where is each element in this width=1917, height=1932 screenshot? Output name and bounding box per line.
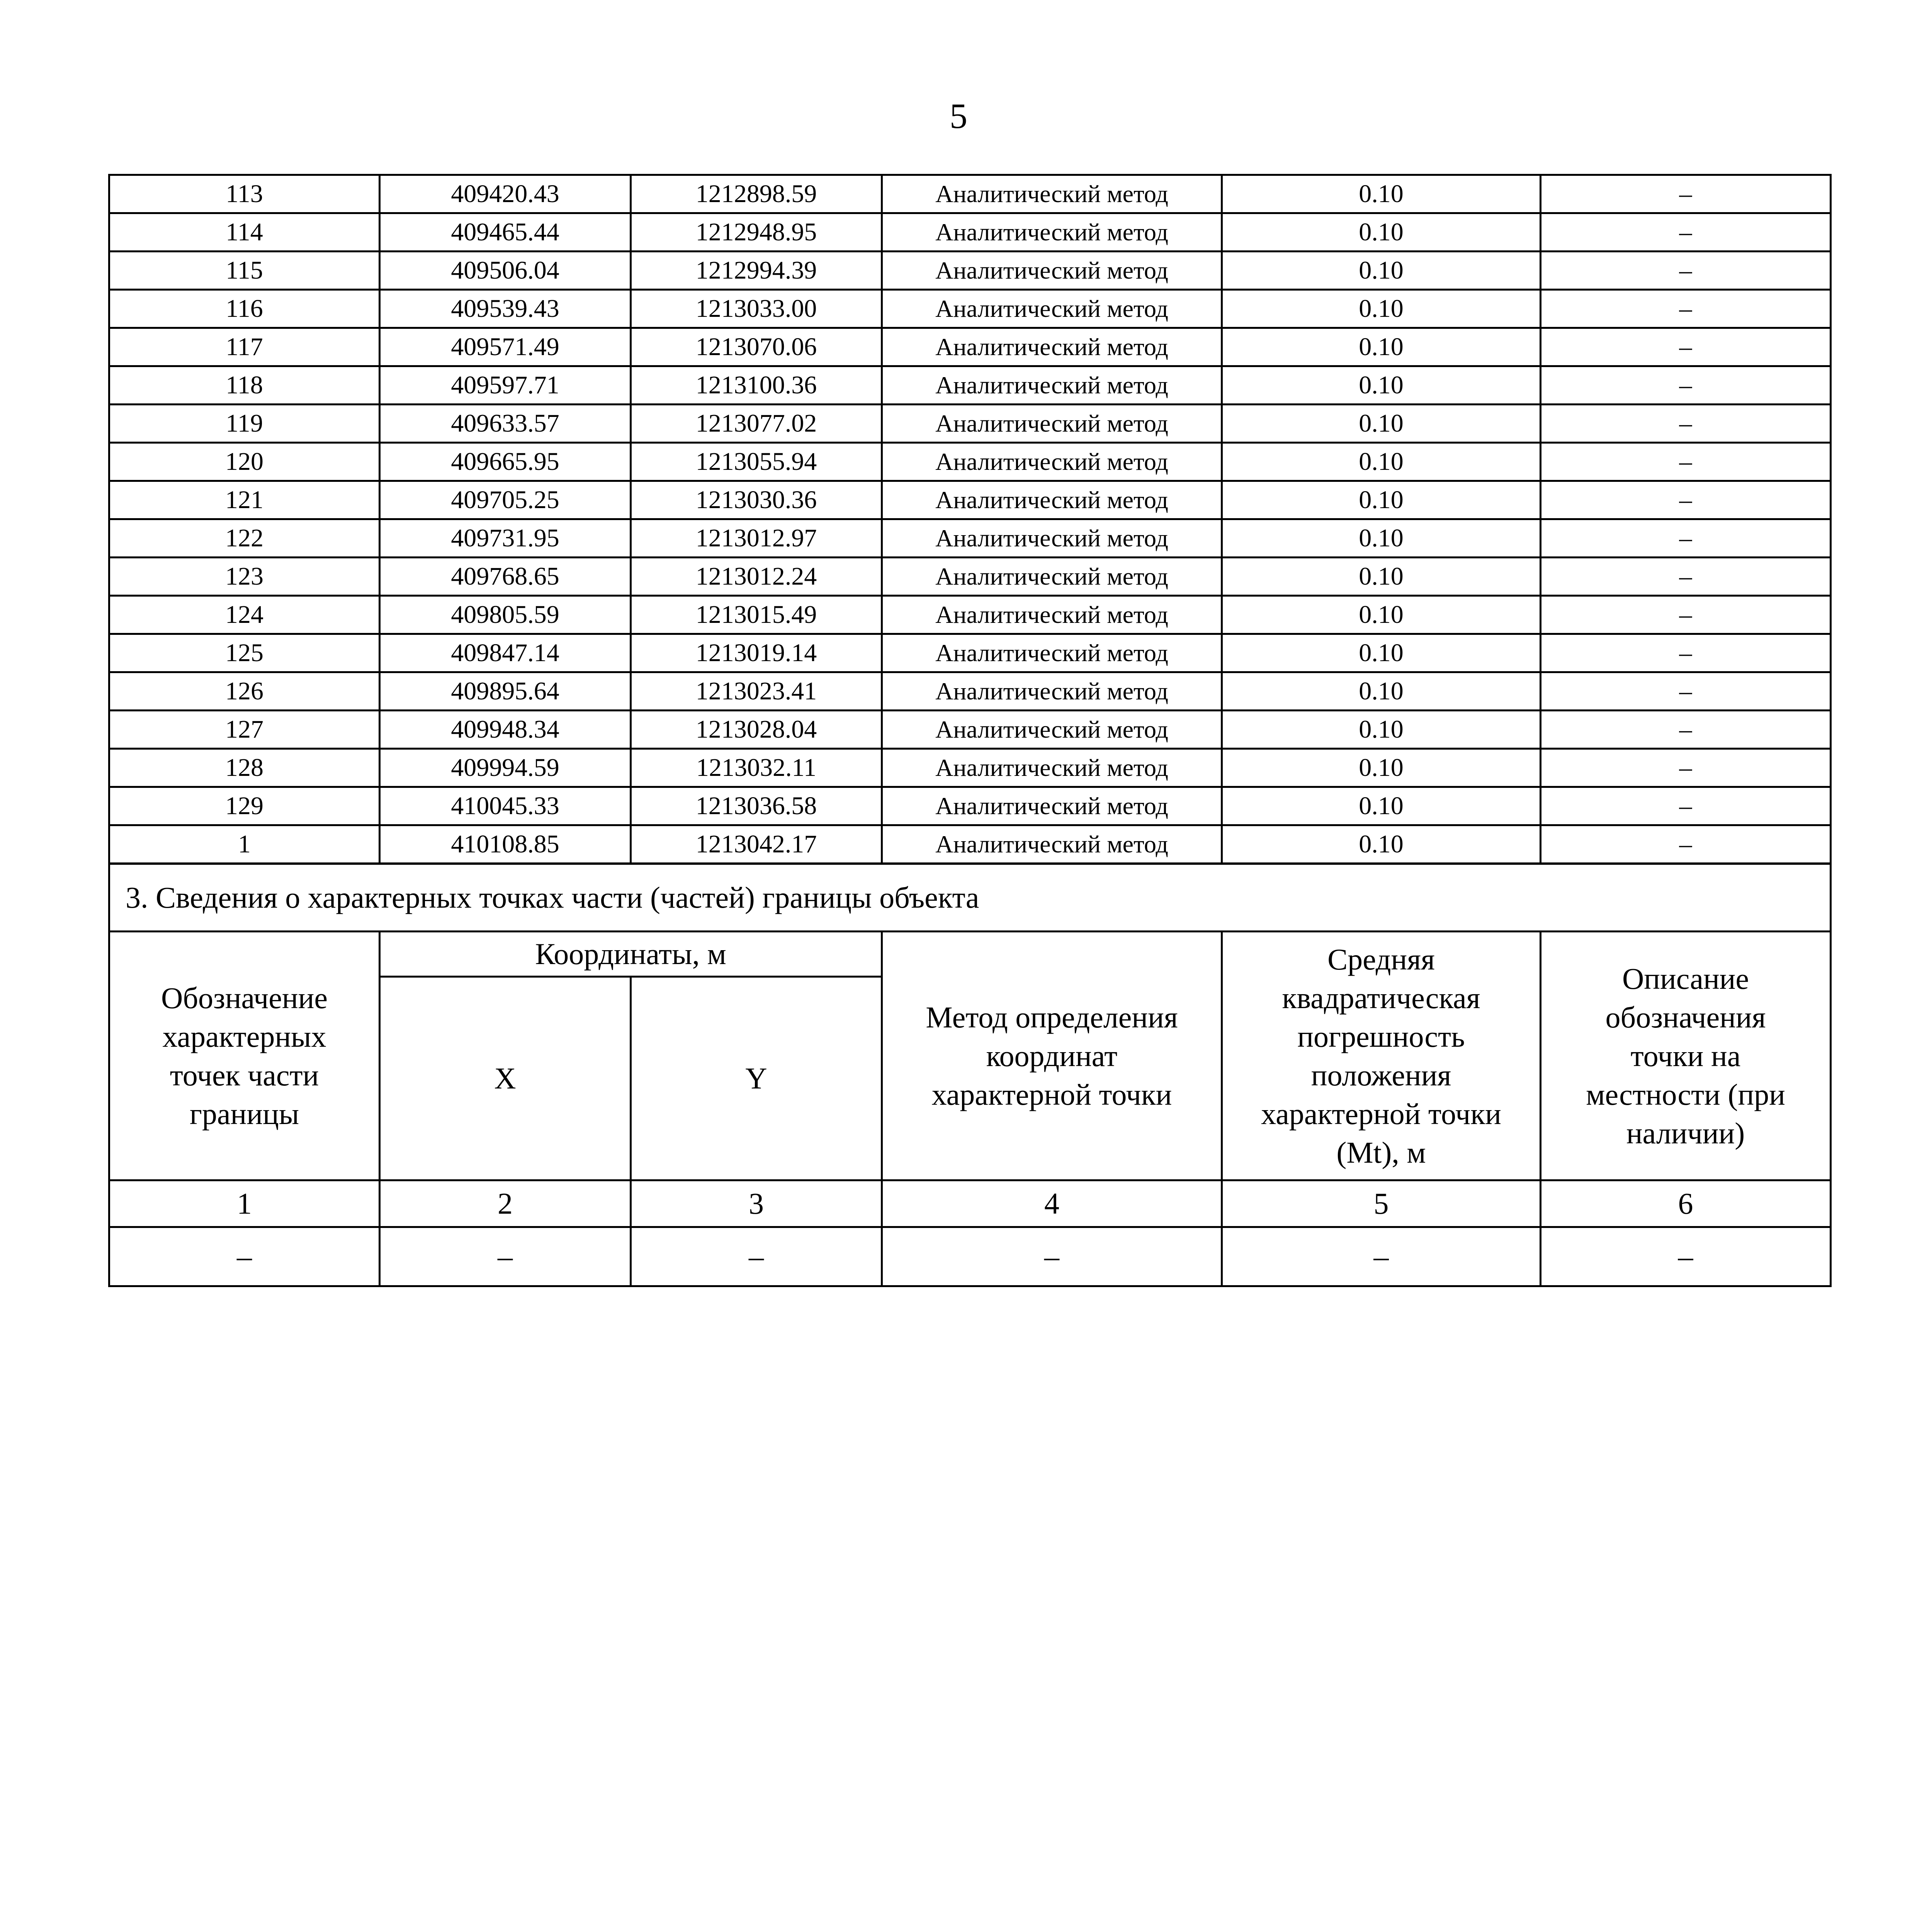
header-point-line: характерных [162,1019,326,1053]
accuracy-cell: 0.10 [1222,443,1541,481]
y-coordinate-cell: 1213042.17 [631,825,882,864]
description-cell: – [1541,366,1831,405]
table-row [109,596,1831,634]
point-cell: 117 [109,328,380,366]
method-cell: Аналитический метод [882,672,1222,711]
header-accuracy [1222,932,1541,1180]
page-number: 5 [950,96,967,136]
y-coordinate-cell: 1213028.04 [631,711,882,749]
x-coordinate-cell: 409465.44 [380,213,631,252]
accuracy-cell: 0.10 [1222,213,1541,252]
header-accuracy-line: погрешность [1297,1019,1465,1053]
point-cell: 124 [109,596,380,634]
y-coordinate-cell: 1213033.00 [631,290,882,328]
header-accuracy-line: (Mt), м [1336,1135,1426,1169]
point-cell: 1 [109,825,380,864]
accuracy-cell: 0.10 [1222,175,1541,213]
empty-cell: – [631,1227,882,1286]
method-cell: Аналитический метод [882,749,1222,787]
x-coordinate-cell: 409805.59 [380,596,631,634]
header-method-line: координат [986,1039,1118,1073]
method-cell: Аналитический метод [882,252,1222,290]
table-row [109,252,1831,290]
column-numbers-row [109,1180,1831,1227]
description-cell: – [1541,405,1831,443]
method-cell: Аналитический метод [882,596,1222,634]
header-description-line: обозначения [1605,1000,1766,1034]
description-cell: – [1541,634,1831,672]
empty-cell: – [1222,1227,1541,1286]
x-coordinate-cell: 409633.57 [380,405,631,443]
description-cell: – [1541,711,1831,749]
header-point-line: границы [189,1097,299,1131]
header-description [1541,932,1831,1180]
empty-data-row [109,1227,1831,1286]
y-coordinate-cell: 1213070.06 [631,328,882,366]
point-cell: 126 [109,672,380,711]
description-cell: – [1541,252,1831,290]
point-cell: 114 [109,213,380,252]
accuracy-cell: 0.10 [1222,366,1541,405]
method-cell: Аналитический метод [882,519,1222,558]
coordinates-table [108,174,1832,864]
description-cell: – [1541,481,1831,519]
header-y: Y [631,977,882,1180]
table-row [109,481,1831,519]
table-row [109,405,1831,443]
y-coordinate-cell: 1213077.02 [631,405,882,443]
accuracy-cell: 0.10 [1222,405,1541,443]
description-cell: – [1541,443,1831,481]
method-cell: Аналитический метод [882,787,1222,825]
empty-cell: – [882,1227,1222,1286]
header-method-line: Метод определения [926,1000,1178,1034]
x-coordinate-cell: 409597.71 [380,366,631,405]
header-accuracy-line: положения [1311,1058,1451,1092]
accuracy-cell: 0.10 [1222,672,1541,711]
empty-cell: – [109,1227,380,1286]
table-row [109,825,1831,864]
x-coordinate-cell: 410108.85 [380,825,631,864]
x-coordinate-cell: 410045.33 [380,787,631,825]
point-cell: 118 [109,366,380,405]
x-coordinate-cell: 409665.95 [380,443,631,481]
description-cell: – [1541,596,1831,634]
accuracy-cell: 0.10 [1222,290,1541,328]
section3-table [108,863,1832,1287]
x-coordinate-cell: 409994.59 [380,749,631,787]
y-coordinate-cell: 1212898.59 [631,175,882,213]
x-coordinate-cell: 409731.95 [380,519,631,558]
header-accuracy-line: характерной точки [1261,1097,1501,1131]
y-coordinate-cell: 1213030.36 [631,481,882,519]
table-row [109,290,1831,328]
point-cell: 119 [109,405,380,443]
accuracy-cell: 0.10 [1222,328,1541,366]
table-row [109,443,1831,481]
table-row [109,558,1831,596]
table-row [109,634,1831,672]
table-row [109,787,1831,825]
y-coordinate-cell: 1213015.49 [631,596,882,634]
y-coordinate-cell: 1213019.14 [631,634,882,672]
table-row [109,711,1831,749]
y-coordinate-cell: 1213012.97 [631,519,882,558]
description-cell: – [1541,787,1831,825]
method-cell: Аналитический метод [882,634,1222,672]
column-number: 3 [631,1180,882,1227]
description-cell: – [1541,290,1831,328]
x-coordinate-cell: 409847.14 [380,634,631,672]
accuracy-cell: 0.10 [1222,252,1541,290]
empty-cell: – [380,1227,631,1286]
method-cell: Аналитический метод [882,558,1222,596]
header-point-designation [109,932,380,1180]
table-row [109,366,1831,405]
description-cell: – [1541,328,1831,366]
header-accuracy-line: Средняя [1327,942,1435,976]
method-cell: Аналитический метод [882,825,1222,864]
accuracy-cell: 0.10 [1222,634,1541,672]
accuracy-cell: 0.10 [1222,596,1541,634]
point-cell: 123 [109,558,380,596]
description-cell: – [1541,558,1831,596]
header-point-line: Обозначение [161,981,328,1015]
table-row [109,672,1831,711]
header-description-line: местности (при [1586,1077,1785,1111]
header-description-line: наличии) [1626,1116,1745,1150]
description-cell: – [1541,825,1831,864]
method-cell: Аналитический метод [882,405,1222,443]
header-accuracy-line: квадратическая [1282,981,1480,1015]
point-cell: 125 [109,634,380,672]
accuracy-cell: 0.10 [1222,558,1541,596]
point-cell: 115 [109,252,380,290]
description-cell: – [1541,175,1831,213]
point-cell: 129 [109,787,380,825]
x-coordinate-cell: 409948.34 [380,711,631,749]
table-row [109,175,1831,213]
y-coordinate-cell: 1213012.24 [631,558,882,596]
method-cell: Аналитический метод [882,481,1222,519]
empty-cell: – [1541,1227,1831,1286]
method-cell: Аналитический метод [882,213,1222,252]
y-coordinate-cell: 1212994.39 [631,252,882,290]
method-cell: Аналитический метод [882,366,1222,405]
table-row [109,749,1831,787]
accuracy-cell: 0.10 [1222,481,1541,519]
table-row [109,213,1831,252]
y-coordinate-cell: 1213100.36 [631,366,882,405]
method-cell: Аналитический метод [882,328,1222,366]
x-coordinate-cell: 409539.43 [380,290,631,328]
method-cell: Аналитический метод [882,443,1222,481]
method-cell: Аналитический метод [882,175,1222,213]
table-row [109,328,1831,366]
header-description-line: Описание [1622,961,1749,995]
column-number: 5 [1222,1180,1541,1227]
header-method [882,932,1222,1180]
y-coordinate-cell: 1212948.95 [631,213,882,252]
point-cell: 120 [109,443,380,481]
accuracy-cell: 0.10 [1222,519,1541,558]
column-number: 4 [882,1180,1222,1227]
y-coordinate-cell: 1213055.94 [631,443,882,481]
header-point-line: точек части [170,1058,319,1092]
x-coordinate-cell: 409705.25 [380,481,631,519]
header-x: X [380,977,631,1180]
header-coordinates: Координаты, м [380,932,882,977]
accuracy-cell: 0.10 [1222,749,1541,787]
column-number: 6 [1541,1180,1831,1227]
description-cell: – [1541,213,1831,252]
method-cell: Аналитический метод [882,711,1222,749]
section3-title: 3. Сведения о характерных точках части (частей) границы объекта [109,864,1831,932]
y-coordinate-cell: 1213036.58 [631,787,882,825]
y-coordinate-cell: 1213023.41 [631,672,882,711]
point-cell: 121 [109,481,380,519]
x-coordinate-cell: 409571.49 [380,328,631,366]
table-row [109,519,1831,558]
header-description-line: точки на [1630,1039,1741,1073]
x-coordinate-cell: 409420.43 [380,175,631,213]
description-cell: – [1541,519,1831,558]
accuracy-cell: 0.10 [1222,787,1541,825]
point-cell: 116 [109,290,380,328]
point-cell: 127 [109,711,380,749]
column-number: 2 [380,1180,631,1227]
point-cell: 128 [109,749,380,787]
x-coordinate-cell: 409506.04 [380,252,631,290]
x-coordinate-cell: 409895.64 [380,672,631,711]
coordinates-table-body [109,175,1831,864]
header-method-line: характерной точки [931,1077,1172,1111]
y-coordinate-cell: 1213032.11 [631,749,882,787]
x-coordinate-cell: 409768.65 [380,558,631,596]
accuracy-cell: 0.10 [1222,825,1541,864]
point-cell: 122 [109,519,380,558]
point-cell: 113 [109,175,380,213]
accuracy-cell: 0.10 [1222,711,1541,749]
description-cell: – [1541,749,1831,787]
description-cell: – [1541,672,1831,711]
column-number: 1 [109,1180,380,1227]
method-cell: Аналитический метод [882,290,1222,328]
